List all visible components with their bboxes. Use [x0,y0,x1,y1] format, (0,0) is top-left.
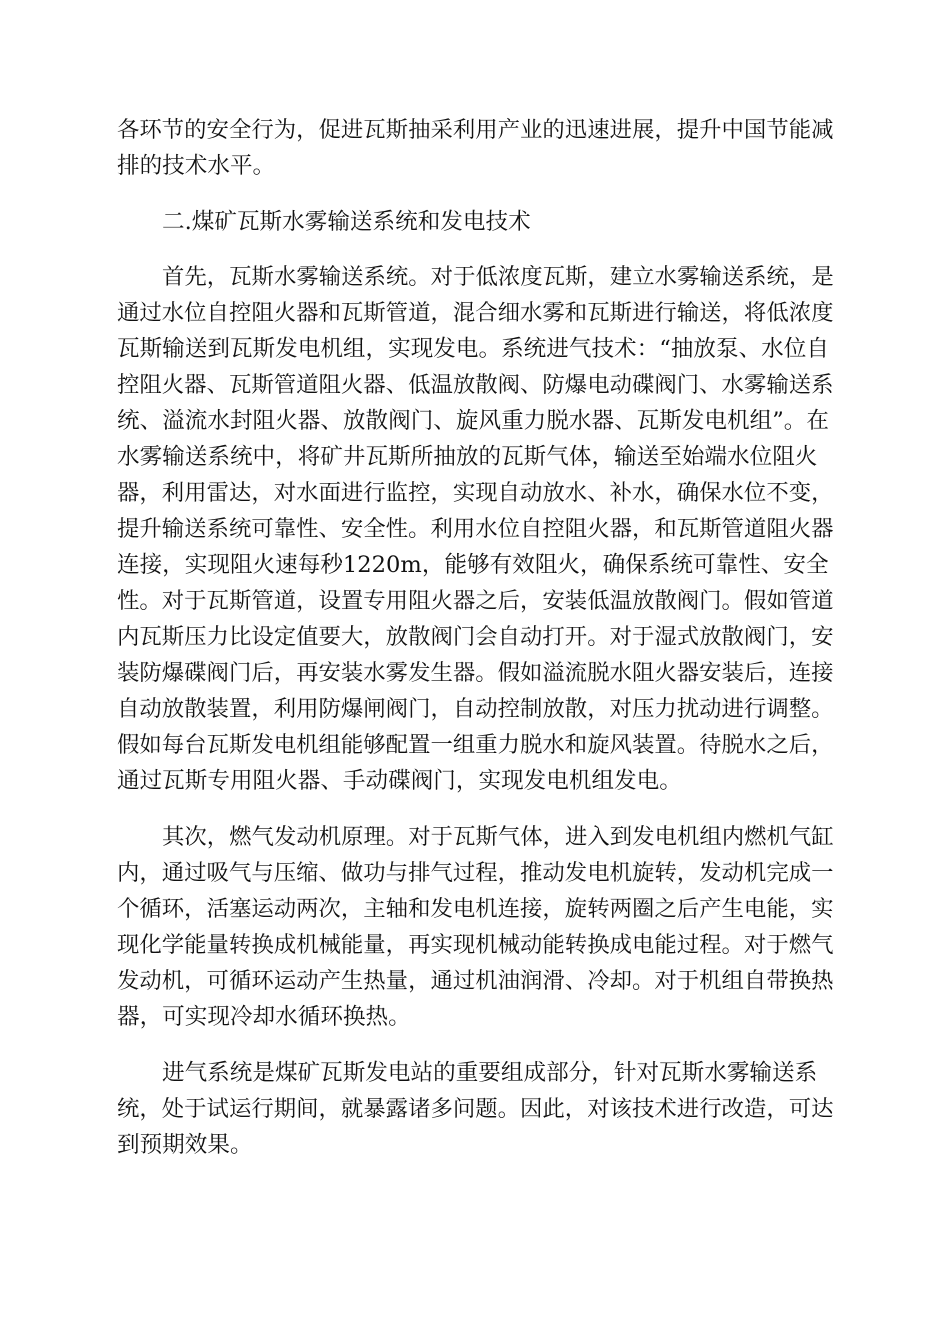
paragraph-line: 装防爆碟阀门后，再安装水雾发生器。假如溢流脱水阻火器安装后，连接 [117,660,834,686]
paragraph-line: 瓦斯输送到瓦斯发电机组，实现发电。系统进气技术：“抽放泵、水位自 [117,336,829,362]
paragraph-line: 自动放散装置，利用防爆闸阀门，自动控制放散，对压力扰动进行调整。 [117,696,834,722]
paragraph-line: 其次，燃气发动机原理。对于瓦斯气体，进入到发电机组内燃机气缸 [162,824,834,850]
paragraph-line: 统，处于试运行期间，就暴露诸多问题。因此，对该技术进行改造，可达 [117,1096,834,1122]
paragraph-line: 连接，实现阻火速每秒1220m，能够有效阻火，确保系统可靠性、安全 [117,552,829,578]
paragraph-line: 统、溢流水封阻火器、放散阀门、旋风重力脱水器、瓦斯发电机组”。在 [117,408,829,434]
paragraph-line: 个循环，活塞运动两次，主轴和发电机连接，旋转两圈之后产生电能，实 [117,896,834,922]
paragraph-line: 首先，瓦斯水雾输送系统。对于低浓度瓦斯，建立水雾输送系统，是 [162,264,834,290]
paragraph-line: 到预期效果。 [117,1132,253,1158]
paragraph-line: 各环节的安全行为，促进瓦斯抽采利用产业的迅速进展，提升中国节能减 [117,117,834,143]
paragraph-line: 通过水位自控阻火器和瓦斯管道，混合细水雾和瓦斯进行输送，将低浓度 [117,300,834,326]
paragraph-line: 进气系统是煤矿瓦斯发电站的重要组成部分，针对瓦斯水雾输送系 [162,1060,818,1086]
paragraph-line: 现化学能量转换成机械能量，再实现机械动能转换成电能过程。对于燃气 [117,932,834,958]
paragraph-line: 器，利用雷达，对水面进行监控，实现自动放水、补水，确保水位不变， [117,480,834,506]
paragraph-line: 发动机，可循环运动产生热量，通过机油润滑、冷却。对于机组自带换热 [117,968,834,994]
paragraph-line: 假如每台瓦斯发电机组能够配置一组重力脱水和旋风装置。待脱水之后， [117,732,834,758]
paragraph-line: 排的技术水平。 [117,153,276,179]
paragraph-line: 水雾输送系统中，将矿井瓦斯所抽放的瓦斯气体，输送至始端水位阻火 [117,444,818,470]
paragraph-line: 通过瓦斯专用阻火器、手动碟阀门，实现发电机组发电。 [117,768,682,794]
paragraph-line: 内，通过吸气与压缩、做功与排气过程，推动发电机旋转，发动机完成一 [117,860,834,886]
section-heading: 二.煤矿瓦斯水雾输送系统和发电技术 [162,209,531,235]
paragraph-line: 提升输送系统可靠性、安全性。利用水位自控阻火器，和瓦斯管道阻火器 [117,516,834,542]
paragraph-line: 控阻火器、瓦斯管道阻火器、低温放散阀、防爆电动碟阀门、水雾输送系 [117,372,834,398]
paragraph-line: 性。对于瓦斯管道，设置专用阻火器之后，安装低温放散阀门。假如管道 [117,588,834,614]
paragraph-line: 内瓦斯压力比设定值要大，放散阀门会自动打开。对于湿式放散阀门，安 [117,624,834,650]
paragraph-line: 器，可实现冷却水循环换热。 [117,1004,411,1030]
